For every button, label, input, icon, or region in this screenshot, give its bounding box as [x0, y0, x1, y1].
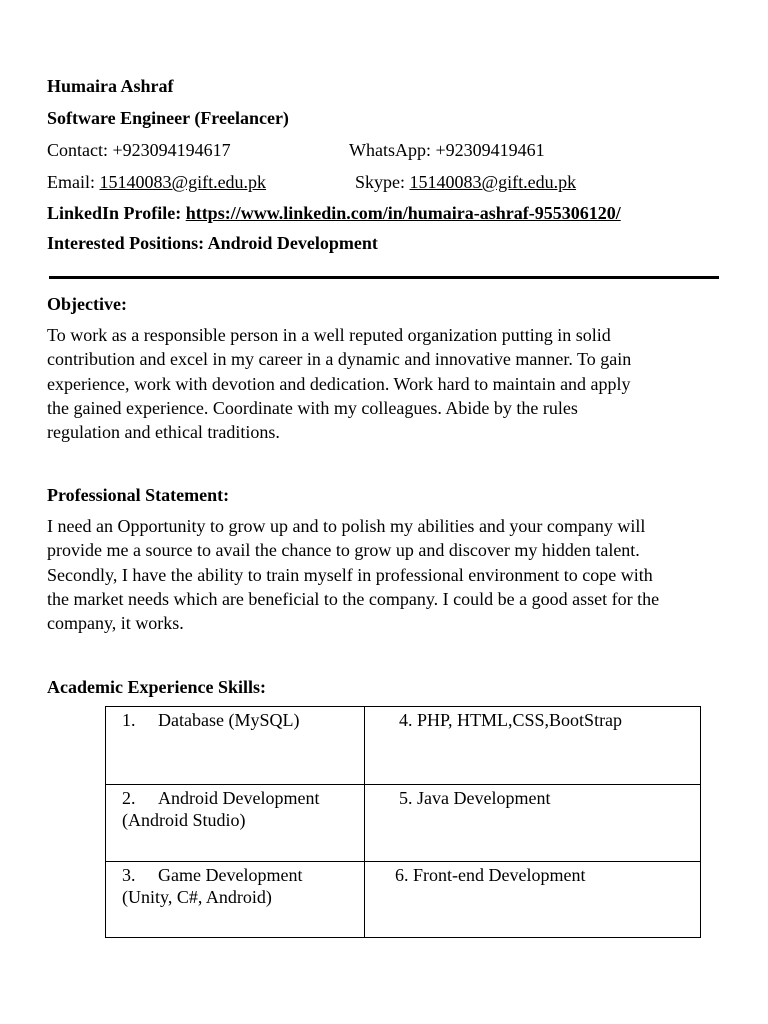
- linkedin-row: [47, 201, 621, 225]
- objective-line: To work as a responsible person in a well reputed organization putting in solid: [47, 325, 611, 345]
- email-link[interactable]: 15140083@gift.edu.pk: [99, 172, 267, 192]
- statement-line: the market needs which are beneficial to the company. I could be a good asset for the: [47, 588, 660, 609]
- skill-cell: [106, 862, 365, 938]
- skill-label: 5. Java Development: [399, 788, 551, 808]
- skill-number: 2.: [122, 788, 136, 808]
- candidate-name: Humaira Ashraf: [47, 76, 174, 96]
- skype-link[interactable]: 15140083@gift.edu.pk: [409, 172, 577, 192]
- objective-line: the gained experience. Coordinate with my colleagues. Abide by the rules: [47, 397, 578, 418]
- skill-label: Database (MySQL): [158, 710, 300, 730]
- skill-label: 6. Front-end Development: [395, 865, 586, 885]
- table-row: [106, 785, 701, 862]
- skills-heading: Academic Experience Skills:: [47, 677, 266, 697]
- job-title: Software Engineer (Freelancer): [47, 108, 289, 128]
- skype-row: [355, 170, 576, 194]
- linkedin-link[interactable]: https://www.linkedin.com/in/humaira-ashraf-955306120/: [185, 203, 621, 223]
- statement-line: Secondly, I have the ability to train myself in professional environment to cope with: [47, 564, 653, 585]
- statement-text: [47, 514, 767, 635]
- objective-heading: Objective:: [47, 294, 127, 314]
- header-divider: [49, 276, 719, 279]
- email-row: [47, 170, 266, 194]
- table-row: [106, 707, 701, 785]
- statement-line: company, it works.: [47, 613, 184, 634]
- skill-cell: [365, 707, 701, 785]
- statement-line: I need an Opportunity to grow up and to polish my abilities and your company will: [47, 516, 646, 536]
- objective-text: [47, 323, 767, 444]
- statement-line: provide me a source to avail the chance to grow up and discover my hidden talent.: [47, 540, 640, 561]
- statement-heading: Professional Statement:: [47, 485, 230, 505]
- skill-number: 1.: [122, 710, 136, 730]
- skill-cell: [365, 785, 701, 862]
- skill-label: 4. PHP, HTML,CSS,BootStrap: [399, 710, 623, 730]
- skill-sublabel: (Android Studio): [122, 810, 246, 830]
- objective-line: contribution and excel in my career in a dynamic and innovative manner. To gain: [47, 349, 632, 370]
- linkedin-label: LinkedIn Profile:: [47, 203, 186, 223]
- objective-line: regulation and ethical traditions.: [47, 422, 280, 443]
- table-row: [106, 862, 701, 938]
- skype-label: Skype:: [355, 172, 410, 192]
- skill-cell: [106, 707, 365, 785]
- skill-number: 3.: [122, 865, 136, 885]
- whatsapp-number: WhatsApp: +92309419461: [349, 140, 545, 160]
- objective-line: experience, work with devotion and dedication. Work hard to maintain and apply: [47, 373, 631, 394]
- skills-table: [105, 706, 701, 938]
- email-label: Email:: [47, 172, 100, 192]
- skill-cell: [365, 862, 701, 938]
- contact-phone: Contact: +923094194617: [47, 140, 231, 160]
- skill-label: Game Development: [158, 865, 303, 885]
- skill-cell: [106, 785, 365, 862]
- interested-positions: Interested Positions: Android Development: [47, 233, 378, 253]
- skill-label: Android Development: [158, 788, 320, 808]
- skill-sublabel: (Unity, C#, Android): [122, 887, 272, 907]
